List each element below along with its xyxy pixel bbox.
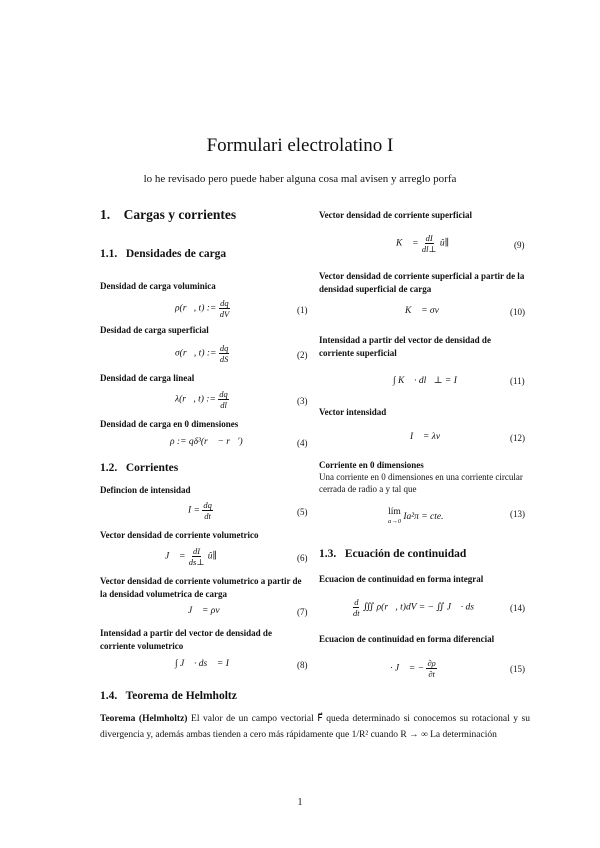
section-heading [100, 207, 236, 223]
subsection-title: Teorema de Helmholtz [125, 690, 237, 702]
subsection-heading [319, 548, 466, 560]
equation-7: J⃗ = ρv⃗ [188, 606, 227, 616]
page-subtitle: lo he revisado pero puede haber alguna cosa mal avisen y arreglo porfa [143, 173, 457, 185]
label-surface-current: Vector densidad de corriente superficial [319, 210, 472, 220]
equation-14: $\frac{d}{dt}$ ∭ ρ(r⃗, t)dV = − ∬ J⃗ · ds⃗ [353, 597, 482, 618]
label-surface-charge: Desidad de carga superficial [100, 325, 209, 335]
subsection-number: 1.2. [100, 462, 118, 474]
label-volume-current-from-charge: Vector densidad de corriente volumetrico a partir de la densidad volumetrica de carga [100, 576, 302, 599]
theorem-line: divergencia y, además ambas tienden a cero más rápidamente que 1/R² cuando R → ∞ La determinación [100, 730, 497, 740]
label-volume-current: Vector densidad de corriente volumetrico [100, 530, 259, 540]
page-number: 1 [297, 797, 303, 808]
label-intensity-from-surface-current: Intensidad a partir del vector de densidad de corriente superficial [319, 335, 491, 358]
subsection-heading [100, 462, 178, 474]
equation-1: ρ(r⃗, t) := $\frac{dq}{dV}$ [175, 298, 230, 319]
eq-number: (11) [510, 376, 525, 386]
equation-6: J⃗ = $\frac{dI}{ds\perp}$ û∥ [165, 546, 217, 567]
subsection-title: Densidades de carga [125, 248, 227, 260]
eq-number: (6) [297, 553, 308, 563]
equation-12: I⃗ = λv⃗ [410, 432, 448, 442]
label-continuity-integral: Ecuacion de continuidad en forma integral [319, 574, 484, 584]
subsection-heading [100, 690, 237, 702]
subsection-title: Ecuación de continuidad [344, 548, 467, 560]
eq-number: (14) [510, 603, 525, 613]
equation-8: ∫ J⃗ · ds⃗ = I [175, 659, 229, 669]
equation-10: K⃗ = σv⃗ [405, 306, 447, 316]
eq-number: (8) [297, 660, 308, 670]
equation-11: ∫ K⃗ · dl⃗⊥ = I [393, 376, 457, 386]
eq-number: (5) [297, 507, 308, 517]
label-intensity: Defincion de intensidad [100, 485, 191, 495]
label-point-current: Corriente en 0 dimensiones [319, 460, 424, 470]
eq-number: (9) [514, 240, 525, 250]
theorem-paragraph [100, 711, 530, 743]
subsection-number: 1.1. [100, 248, 118, 260]
page-title: Formulari electrolatino I [206, 135, 394, 156]
equation-15: ∇⃗ · J⃗ = − $\frac{\partial\rho}{\partial t}$ [373, 658, 436, 679]
equation-2: σ(r⃗, t) := $\frac{dq}{dS}$ [175, 343, 229, 364]
subsection-number: 1.4. [100, 690, 118, 702]
equation-4: ρ := qδ³(r⃗ − r⃗′) [170, 437, 243, 447]
eq-number: (10) [510, 307, 525, 317]
equation-9: K⃗ = $\frac{dI}{dl\perp}$ û∥ [396, 233, 450, 254]
label-intensity-from-volume-current: Intensidad a partir del vector de densidad de corriente volumetrico [100, 628, 272, 651]
eq-number: (3) [297, 396, 308, 406]
label-intensity-vector: Vector intensidad [319, 407, 387, 417]
label-point-charge: Densidad de carga en 0 dimensiones [100, 419, 239, 429]
theorem-line: El valor de un campo vectorial F⃗ queda determinado si conocemos su rotacional y su [191, 714, 531, 724]
equation-3: λ(r⃗, t) := $\frac{dq}{dl}$ [175, 389, 228, 410]
eq-number: (13) [510, 509, 525, 519]
label-continuity-differential: Ecuacion de continuidad en forma diferencial [319, 634, 495, 644]
eq-number: (4) [297, 438, 308, 448]
theorem-label: Teorema (Helmholtz) [100, 714, 188, 724]
point-current-description: Una corriente en 0 dimensiones en una corriente circular cerrada de radio a y tal que [319, 472, 523, 494]
label-linear-charge: Densidad de carga lineal [100, 373, 195, 383]
label-surface-current-from-charge: Vector densidad de corriente superficial a partir de la densidad superficial de carga [319, 271, 525, 294]
section-title: Cargas y corrientes [123, 207, 237, 222]
subsection-heading [100, 248, 226, 260]
eq-number: (7) [297, 607, 308, 617]
section-number: 1. [100, 207, 111, 222]
eq-number: (1) [297, 305, 308, 315]
subsection-title: Corrientes [125, 462, 179, 474]
eq-number: (12) [510, 433, 525, 443]
eq-number: (2) [297, 350, 308, 360]
equation-13: lím a→0 Ia²π = cte. [388, 507, 444, 525]
label-volume-charge: Densidad de carga voluminica [100, 281, 216, 291]
equation-5: I = $\frac{dq}{dt}$ [188, 500, 212, 521]
subsection-number: 1.3. [319, 548, 337, 560]
eq-number: (15) [510, 664, 525, 674]
